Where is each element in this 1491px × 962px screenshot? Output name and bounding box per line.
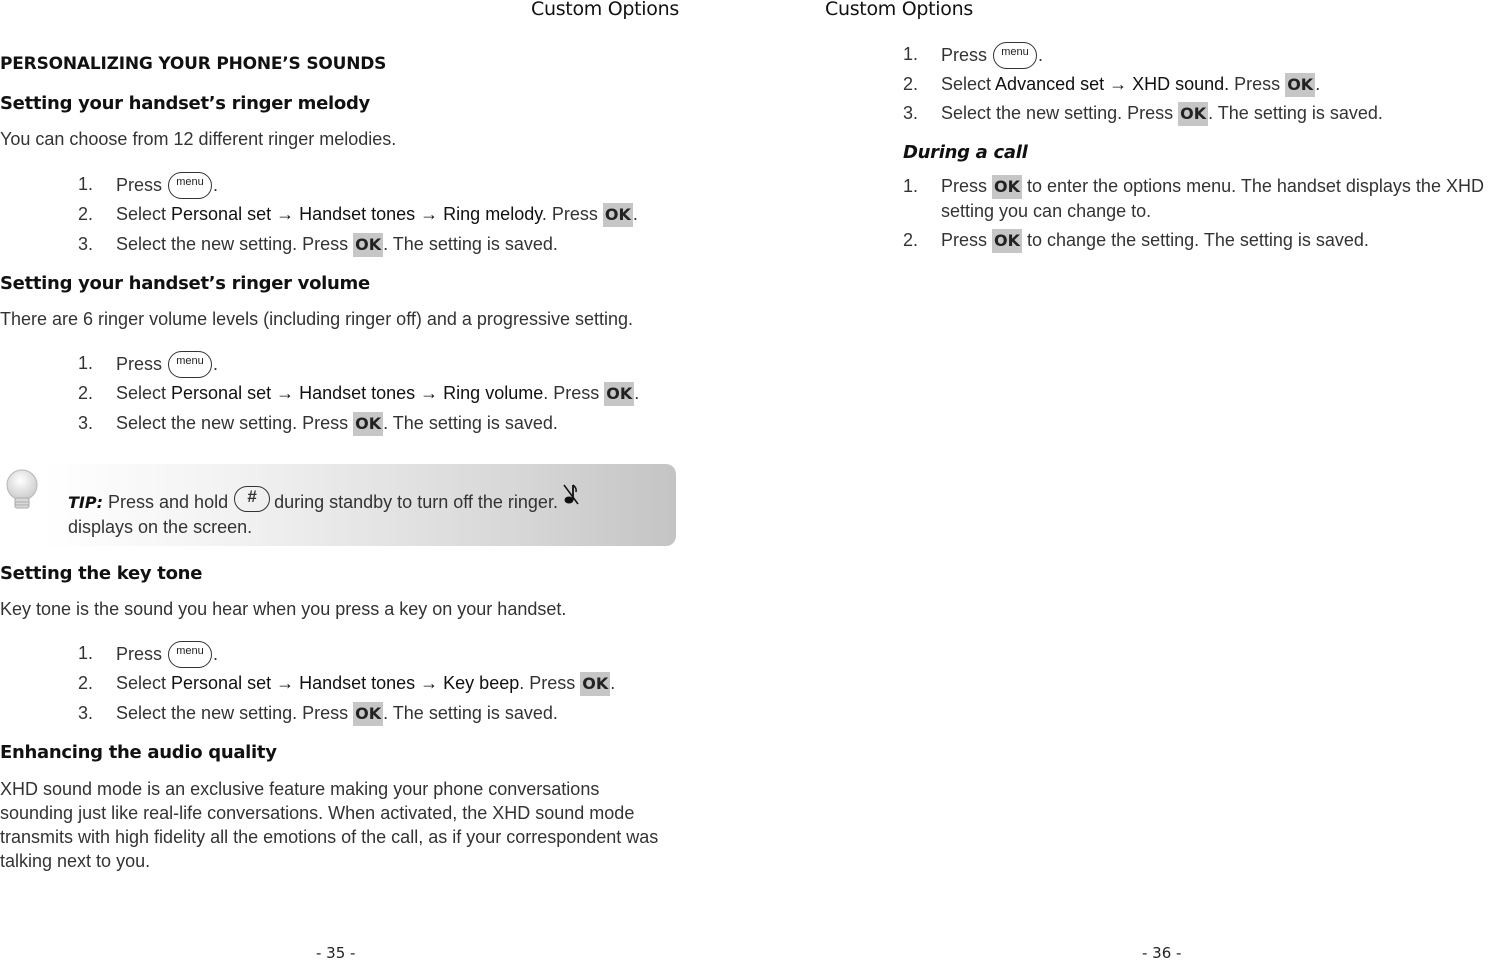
- hash-key-icon: #: [234, 486, 270, 512]
- volume-intro: There are 6 ringer volume levels (including ringer off) and a progressive setting.: [0, 309, 633, 329]
- audio-heading: Enhancing the audio quality: [0, 742, 277, 763]
- running-head: Custom Options: [531, 0, 679, 20]
- left-page: Custom Options PERSONALIZING YOUR PHONE’S SOUNDS Setting your handset’s ringer melody You can choose from 12 different ringer melodies. 1. Press menu . 2. Select Personal set → Handset tones → Ring melody. Press OK . 3. Select the new setting. Press OK . The setting is saved. Setting your handset’s ringer volume There are 6 ringer volume levels (including ringer off) and a progressive setting. 1. Press menu . 2. Select Personal set → Handset tones → Ring volume. Press OK . 3. Select the new setting. Press OK . The setting is saved. TIP: Press and hold # during standby to turn off the ringer. displays on the screen. Setting the key tone Key tone is the sound you hear when you press a key on your handset. 1. Press menu . 2. Select Personal set → Handset tones → Key beep. Press OK . 3. Select the new setting. Press OK . The setting is saved. Enhancing the audio quality XHD sound mode is an exclusive feature making your phone conversations sounding just like real-life conversations. When activated, the XHD sound mode transmits with high fidelity all the emotions of the call, as if your correspondent was talking next to you. - 35 -: [0, 0, 679, 962]
- ok-key: OK: [1285, 73, 1315, 97]
- ok-key: OK: [992, 229, 1022, 253]
- menu-path: Personal set → Handset tones → Key beep: [171, 673, 520, 693]
- page-number: - 36 -: [1142, 944, 1182, 962]
- menu-key-icon: menu: [993, 42, 1037, 69]
- menu-path: Advanced set → XHD sound.: [995, 74, 1230, 94]
- menu-key-icon: menu: [168, 641, 212, 668]
- menu-path: Personal set → Handset tones → Ring volume: [171, 383, 544, 403]
- lightbulb-icon: [2, 468, 42, 514]
- running-head: Custom Options: [825, 0, 973, 20]
- melody-intro: You can choose from 12 different ringer melodies.: [0, 129, 397, 149]
- ok-key: OK: [580, 672, 610, 696]
- right-page: Custom Options 1. Press menu . 2. Select Advanced set → XHD sound. Press OK . 3. Select the new setting. Press OK . The setting is saved. During a call 1. Press OK to enter the options menu. The handset displays the XHD setting you can change to. 2. Press OK to change the setting. The setting is saved. - 36 -: [825, 0, 1484, 962]
- volume-heading: Setting your handset’s ringer volume: [0, 273, 370, 294]
- ok-key: OK: [992, 175, 1022, 199]
- ok-key: OK: [353, 412, 383, 436]
- ok-key: OK: [1178, 102, 1208, 126]
- ok-key: OK: [604, 382, 634, 406]
- keytone-intro: Key tone is the sound you hear when you press a key on your handset.: [0, 599, 567, 619]
- ok-key: OK: [603, 203, 633, 227]
- page-number: - 35 -: [316, 944, 356, 962]
- section-title: PERSONALIZING YOUR PHONE’S SOUNDS: [0, 54, 387, 74]
- during-call-heading: During a call: [903, 142, 1028, 163]
- audio-body: XHD sound mode is an exclusive feature making your phone conversations sounding just like real-life conversations. When activated, the XHD sound mode transmits with high fidelity all the emotions of the call, as if your correspondent was talking next to you.: [0, 779, 659, 871]
- menu-key-icon: menu: [168, 351, 212, 378]
- ok-key: OK: [353, 233, 383, 257]
- keytone-heading: Setting the key tone: [0, 563, 203, 584]
- ringer-off-icon: [563, 482, 579, 506]
- tip-text: TIP: Press and hold # during standby to turn off the ringer. displays on the screen.: [68, 482, 628, 540]
- melody-heading: Setting your handset’s ringer melody: [0, 93, 370, 114]
- menu-key-icon: menu: [168, 172, 212, 199]
- ok-key: OK: [353, 702, 383, 726]
- tip-label: TIP:: [68, 493, 103, 512]
- menu-path: Personal set → Handset tones → Ring melody: [171, 204, 542, 224]
